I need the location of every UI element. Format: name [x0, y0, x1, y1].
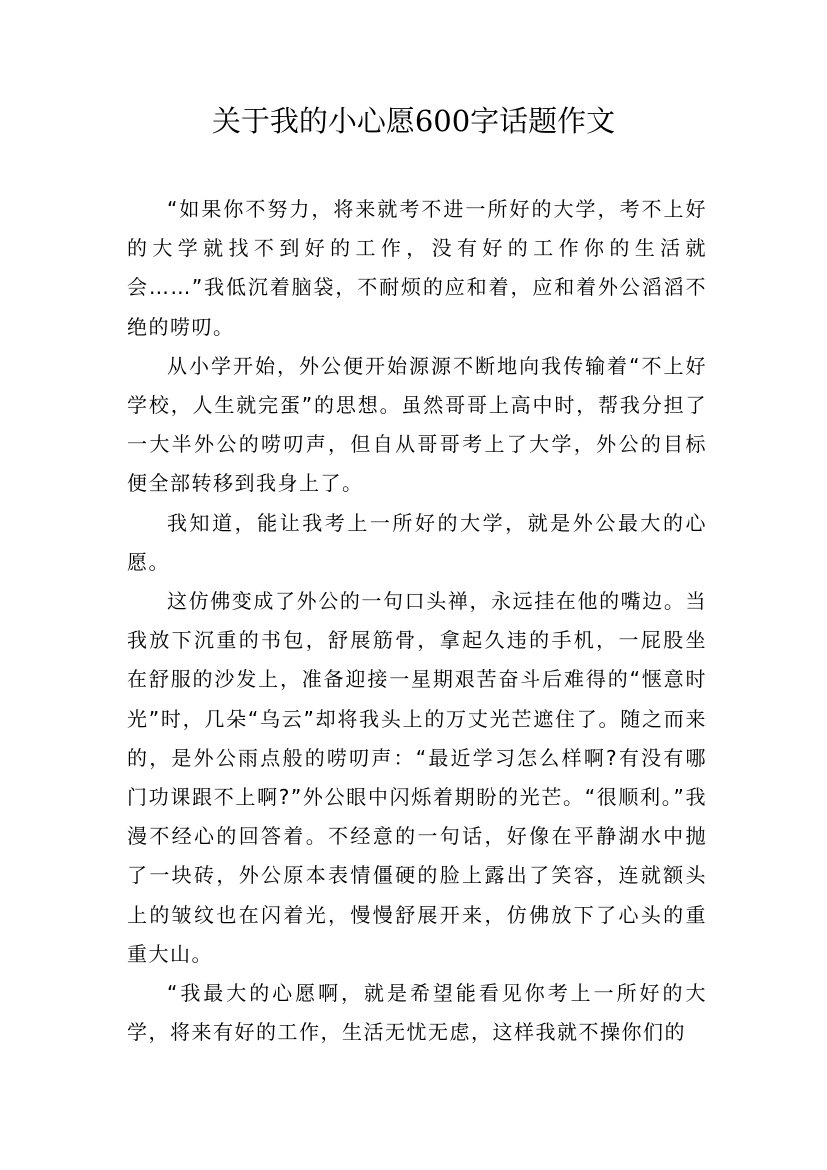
- paragraph: “我最大的心愿啊，就是希望能看见你考上一所好的大学，将来有好的工作，生活无忧无虑，这样我就不操你们的: [127, 981, 707, 1045]
- document-title: 关于我的小心愿600字话题作文: [211, 104, 616, 138]
- document-body: [127, 190, 707, 1052]
- paragraph: 我知道，能让我考上一所好的大学，就是外公最大的心愿。: [127, 510, 707, 574]
- paragraph: 这仿佛变成了外公的一句口头禅，永远挂在他的嘴边。当我放下沉重的书包，舒展筋骨，拿起久违的手机，一屁股坐在舒服的沙发上，准备迎接一星期艰苦奋斗后难得的“惬意时光”时，几朵“乌云”却将我头上的万丈光芒遮住了。随之而来的，是外公雨点般的唠叨声：“最近学习怎么样啊?有没有哪门功课跟不上啊?”外公眼中闪烁着期盼的光芒。“很顺利。”我漫不经心的回答着。不经意的一句话，好像在平静湖水中抛了一块砖，外公原本表情僵硬的脸上露出了笑容，连就额头上的皱纹也在闪着光，慢慢舒展开来，仿佛放下了心头的重重大山。: [127, 589, 707, 966]
- paragraph: 从小学开始，外公便开始源源不断地向我传输着“不上好学校，人生就完蛋”的思想。虽然哥哥上高中时，帮我分担了一大半外公的唠叨声，但自从哥哥考上了大学，外公的目标便全部转移到我身上了。: [127, 353, 707, 496]
- paragraph: “如果你不努力，将来就考不进一所好的大学，考不上好的大学就找不到好的工作，没有好的工作你的生活就会……”我低沉着脑袋，不耐烦的应和着，应和着外公滔滔不绝的唠叨。: [127, 197, 707, 339]
